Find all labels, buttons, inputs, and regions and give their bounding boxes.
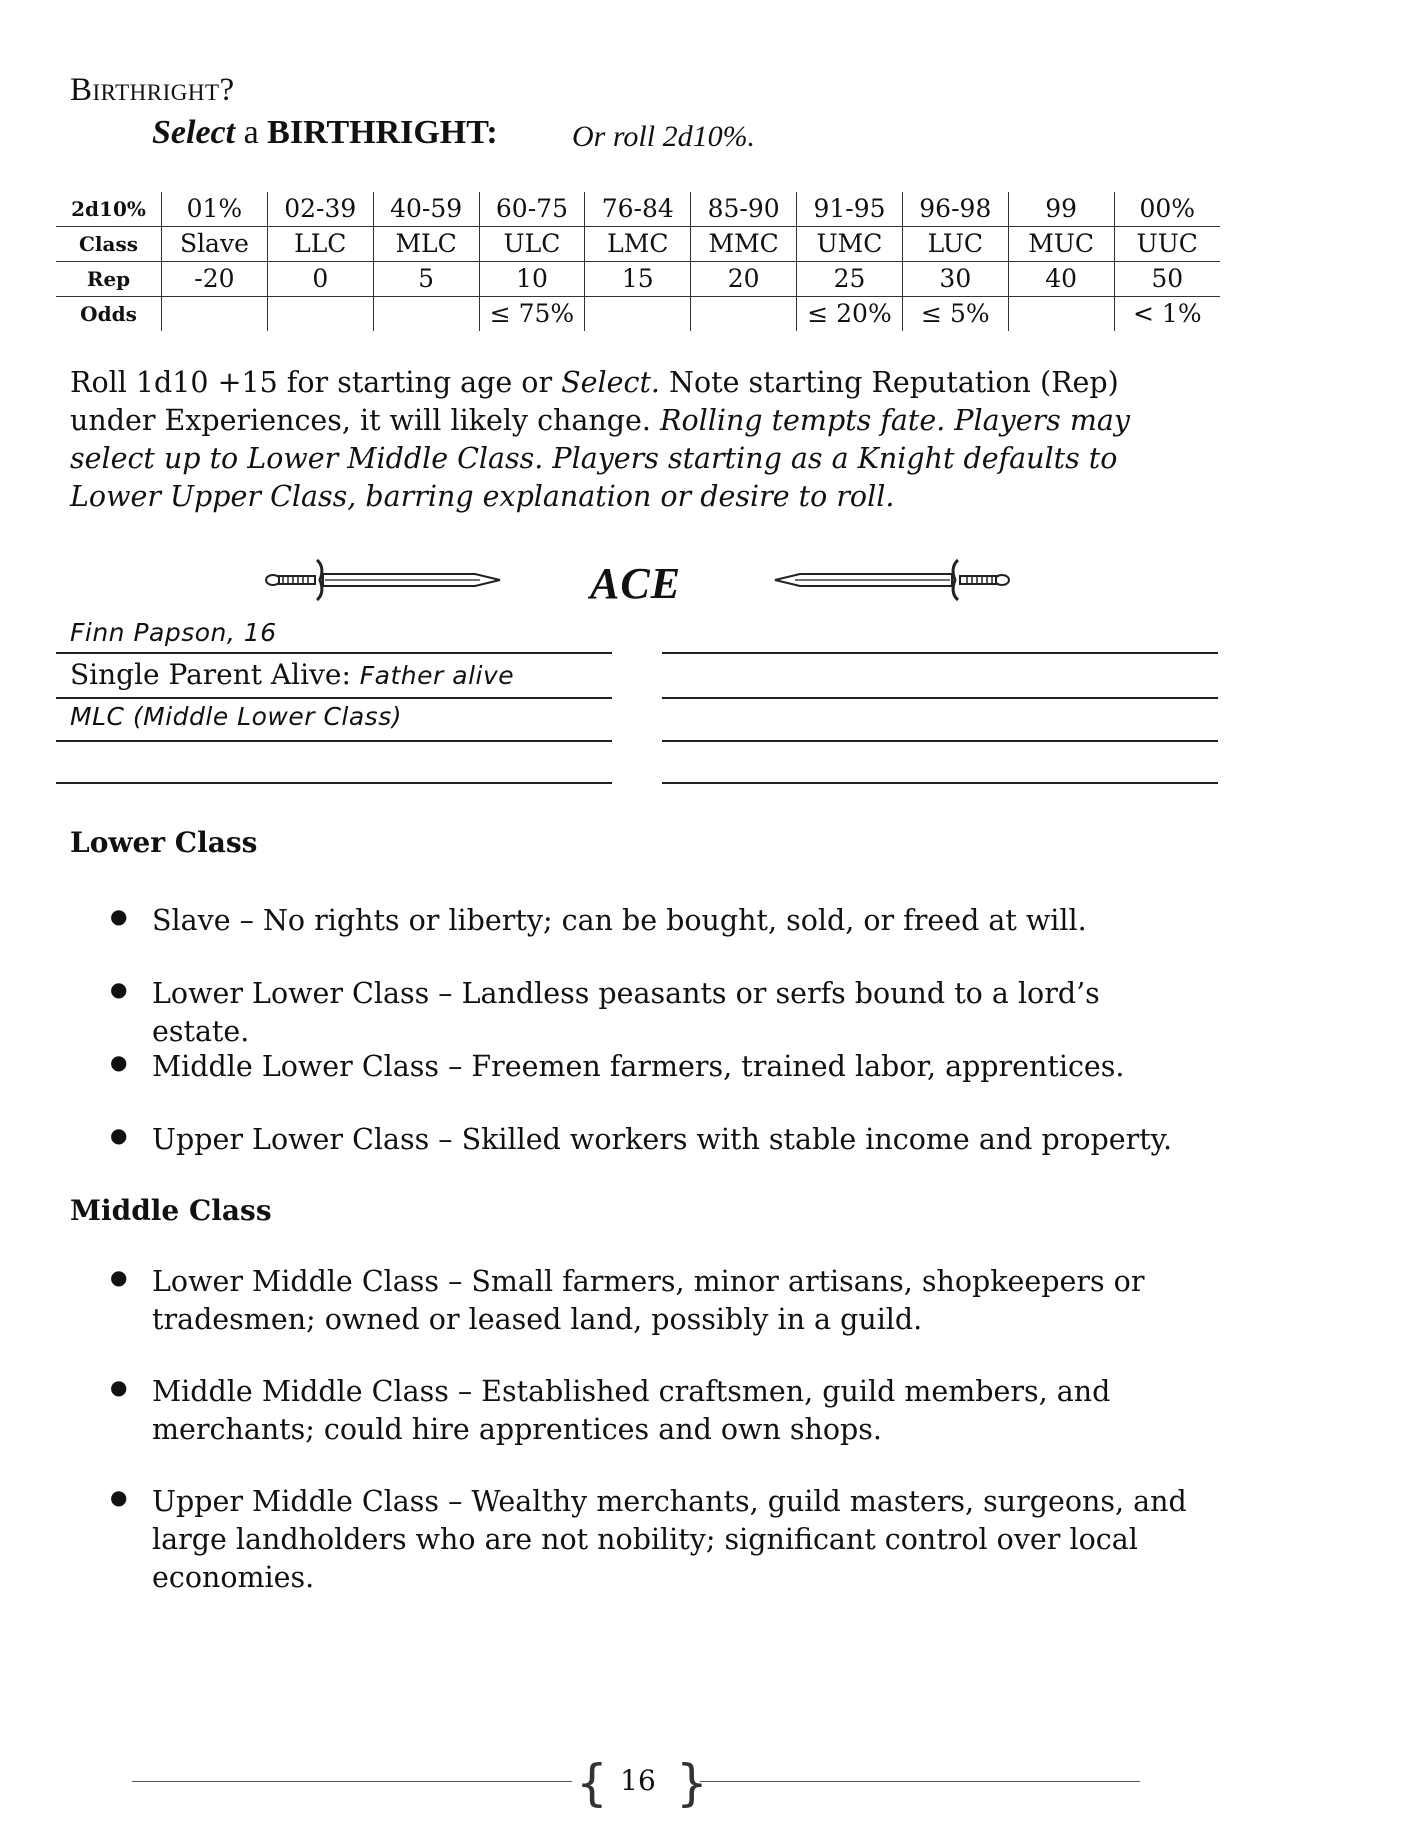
table-cell: 96-98	[902, 192, 1008, 227]
table-cell: ≤ 5%	[902, 297, 1008, 332]
bullet-dot-icon: ●	[110, 977, 128, 1001]
list-item: Middle Middle Class – Established craftsmen, guild members, and merchants; could hire apprentices and own shops.	[152, 1375, 1111, 1446]
table-cell: 30	[902, 262, 1008, 297]
table-cell: UUC	[1114, 227, 1220, 262]
field-line	[56, 697, 612, 699]
table-row	[56, 192, 1220, 227]
row-label: Class	[56, 227, 162, 262]
table-cell: UMC	[797, 227, 903, 262]
table-cell: 10	[479, 262, 585, 297]
select-heading	[152, 114, 498, 152]
instructions-part1-italic: Select.	[561, 366, 660, 399]
table-cell: 02-39	[267, 192, 373, 227]
list-item: Middle Lower Class – Freemen farmers, trained labor, apprentices.	[152, 1050, 1125, 1083]
table-cell: 15	[585, 262, 691, 297]
field-line	[56, 740, 612, 742]
table-cell	[162, 297, 268, 332]
field-line	[662, 740, 1218, 742]
footer-line-left	[132, 1781, 572, 1782]
table-cell: 76-84	[585, 192, 691, 227]
table-cell: 01%	[162, 192, 268, 227]
table-cell: 00%	[1114, 192, 1220, 227]
list-item: Lower Middle Class – Small farmers, minor artisans, shopkeepers or tradesmen; owned or leased land, possibly in a guild.	[152, 1265, 1145, 1336]
table-cell: 91-95	[797, 192, 903, 227]
table-cell: 60-75	[479, 192, 585, 227]
field-line	[56, 782, 612, 784]
list-item: Slave – No rights or liberty; can be bought, sold, or freed at will.	[152, 904, 1087, 937]
list-item: Upper Lower Class – Skilled workers with stable income and property.	[152, 1123, 1173, 1156]
row-label: Rep	[56, 262, 162, 297]
table-cell: -20	[162, 262, 268, 297]
parent-field	[70, 658, 514, 691]
table-row	[56, 297, 1220, 332]
row-label: 2d10%	[56, 192, 162, 227]
table-cell: 5	[373, 262, 479, 297]
table-row	[56, 227, 1220, 262]
list-item: Lower Lower Class – Landless peasants or serfs bound to a lord’s estate.	[152, 977, 1100, 1048]
field-line	[662, 697, 1218, 699]
field-line	[56, 652, 612, 654]
left-brace-icon: {	[576, 1754, 608, 1812]
table-cell: 0	[267, 262, 373, 297]
table-cell: MUC	[1008, 227, 1114, 262]
bullet-dot-icon: ●	[110, 904, 128, 928]
bullet-dot-icon: ●	[110, 1375, 128, 1399]
instructions-part2-italic: Rolling tempts fate. Players may select up to Lower Middle Class. Players starting as a Knight defaults to Lower Upper Class, barring explanation or desire to roll.	[70, 404, 1130, 513]
select-a: a	[243, 114, 259, 151]
right-brace-icon: }	[676, 1754, 708, 1812]
table-cell: LMC	[585, 227, 691, 262]
parent-value: Father alive	[359, 661, 515, 690]
sword-icon	[770, 555, 1010, 605]
table-cell: MMC	[691, 227, 797, 262]
table-cell: ULC	[479, 227, 585, 262]
table-cell: ≤ 20%	[797, 297, 903, 332]
field-line	[662, 652, 1218, 654]
roll-option: Or roll 2d10%.	[572, 120, 756, 153]
table-cell: 85-90	[691, 192, 797, 227]
table-cell: ≤ 75%	[479, 297, 585, 332]
table-cell: 40	[1008, 262, 1114, 297]
select-word: Select	[152, 114, 236, 151]
bullet-dot-icon: ●	[110, 1123, 128, 1147]
table-cell	[267, 297, 373, 332]
select-rest: BIRTHRIGHT:	[267, 114, 498, 151]
table-cell: 50	[1114, 262, 1220, 297]
table-cell: LLC	[267, 227, 373, 262]
table-cell: LUC	[902, 227, 1008, 262]
instructions-part1: Roll 1d10 +15 for starting age or	[70, 366, 562, 399]
table-cell	[1008, 297, 1114, 332]
page-number: 16	[620, 1764, 656, 1797]
bullet-dot-icon: ●	[110, 1050, 128, 1074]
instructions-paragraph	[70, 364, 1180, 516]
class-field: MLC (Middle Lower Class)	[70, 702, 402, 731]
table-cell: Slave	[162, 227, 268, 262]
row-label: Odds	[80, 302, 137, 326]
table-cell	[585, 297, 691, 332]
name-age-field: Finn Papson, 16	[70, 618, 277, 647]
table-cell: 40-59	[373, 192, 479, 227]
page-title: Birthright?	[70, 72, 235, 108]
parent-label: Single Parent Alive:	[70, 658, 360, 691]
middle-class-heading: Middle Class	[70, 1194, 272, 1227]
footer-line-right	[700, 1781, 1140, 1782]
instructions-part2: Note starting Reputation (Rep) under Experiences, it will likely change.	[70, 366, 1119, 437]
banner-title: ACE	[590, 559, 682, 608]
table-cell: 99	[1008, 192, 1114, 227]
list-item: Upper Middle Class – Wealthy merchants, guild masters, surgeons, and large landholders who are not nobility; significant control over local economies.	[152, 1485, 1187, 1594]
table-cell	[691, 297, 797, 332]
table-cell: 25	[797, 262, 903, 297]
table-row	[56, 262, 1220, 297]
table-cell	[373, 297, 479, 332]
birthright-table	[56, 192, 1220, 331]
lower-class-heading: Lower Class	[70, 826, 258, 859]
table-cell: 20	[691, 262, 797, 297]
bullet-dot-icon: ●	[110, 1485, 128, 1509]
table-cell: MLC	[373, 227, 479, 262]
field-line	[662, 782, 1218, 784]
bullet-dot-icon: ●	[110, 1265, 128, 1289]
sword-icon	[265, 555, 505, 605]
table-cell: < 1%	[1114, 297, 1220, 332]
